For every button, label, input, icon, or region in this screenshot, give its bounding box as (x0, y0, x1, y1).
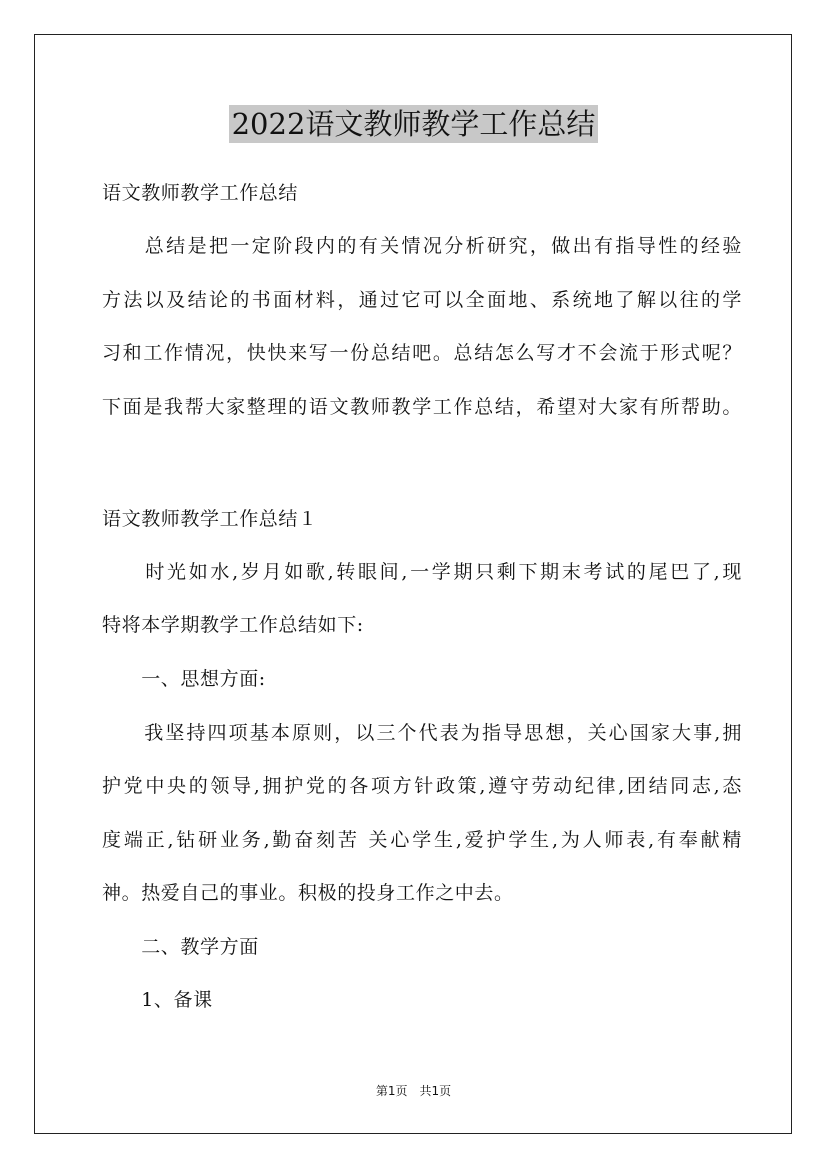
paragraph-line: 总结是把一定阶段内的有关情况分析研究，做出有指导性的经验 (102, 235, 742, 257)
paragraph-line: 我坚持四项基本原则，以三个代表为指导思想，关心国家大事,拥 (102, 722, 742, 744)
paragraph-line: 下面是我帮大家整理的语文教师教学工作总结，希望对大家有所帮助。 (102, 396, 742, 418)
paragraph-line: 神。热爱自己的事业。积极的投身工作之中去。 (102, 882, 514, 904)
subheading: 二、教学方面 (102, 936, 259, 958)
page-footer: 第1页 共1页 (375, 1084, 452, 1098)
title-text: 2022语文教师教学工作总结 (229, 105, 599, 143)
section-heading: 语文教师教学工作总结１ (102, 508, 318, 530)
paragraph-line: 习和工作情况，快快来写一份总结吧。总结怎么写才不会流于形式呢？ (102, 342, 742, 364)
paragraph-line: 护党中央的领导,拥护党的各项方针政策,遵守劳动纪律,团结同志,态 (102, 775, 742, 797)
subheading: 1、备课 (102, 989, 213, 1011)
paragraph-line: 方法以及结论的书面材料，通过它可以全面地、系统地了解以往的学 (102, 289, 742, 311)
paragraph-line: 时光如水,岁月如歌,转眼间,一学期只剩下期末考试的尾巴了,现 (102, 561, 742, 583)
section-heading: 语文教师教学工作总结 (102, 182, 299, 204)
paragraph-line: 度端正,钻研业务,勤奋刻苦 关心学生,爱护学生,为人师表,有奉献精 (102, 829, 742, 851)
subheading: 一、思想方面: (102, 668, 266, 690)
paragraph-line: 特将本学期教学工作总结如下: (102, 614, 364, 636)
document-title (0, 98, 827, 150)
